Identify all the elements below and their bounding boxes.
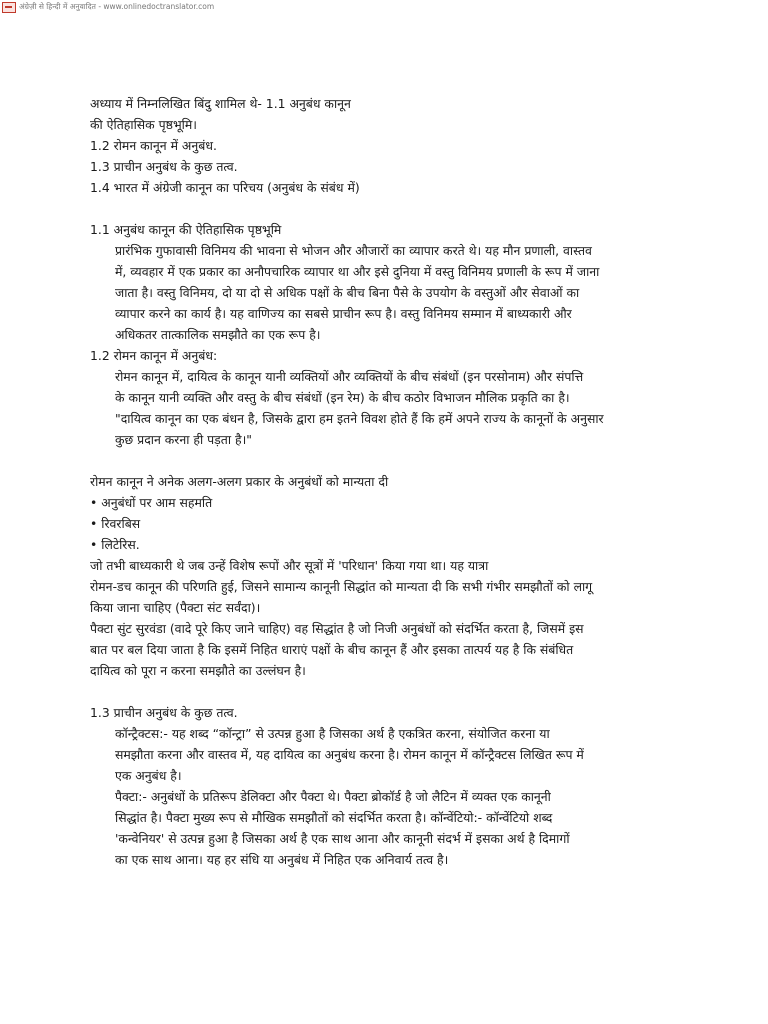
translator-logo-icon [2,2,16,13]
paragraph-line: "दायित्व कानून का एक बंधन है, जिसके द्वारा हम इतने विवश होते हैं कि हमें अपने राज्य के कानूनों के अनुसार [115,411,604,426]
paragraph-line: जाता है। वस्तु विनिमय, दो या दो से अधिक पक्षों के बीच बिना पैसे के उपयोग के वस्तुओं और सेवाओं का [115,285,580,300]
section-1-2-body [90,366,690,450]
section-1-3-body [90,723,690,870]
document-body [90,93,690,870]
intro-block [90,93,690,198]
paragraph-line: का एक साथ आना। यह हर संधि या अनुबंध में निहित एक अनिवार्य तत्व है। [115,852,449,867]
paragraph-line: रोमन कानून ने अनेक अलग-अलग प्रकार के अनुबंधों को मान्यता दी [90,474,389,489]
paragraph-line: बात पर बल दिया जाता है कि इसमें निहित धाराएं पक्षों के बीच कानून हैं और इसका तात्पर्य यह है कि संबंधित [90,642,574,657]
paragraph-line: दायित्व को पूरा न करना समझौते का उल्लंघन है। [90,663,306,678]
spacer [90,198,690,219]
bullet-item: • लिटेरिस. [90,537,140,552]
roman-contract-types [90,471,690,681]
bullet-item: • रिवरबिस [90,516,141,531]
watermark-text: अंग्रेज़ी से हिन्दी में अनुवादित - www.onlinedoctranslator.com [19,2,215,11]
paragraph-line: व्यापार करने का कार्य है। यह वाणिज्य का सबसे प्राचीन रूप है। वस्तु विनिमय सम्मान में बाध्यकारी और [115,306,572,321]
paragraph-line: समझौता करना और वास्तव में, यह दायित्व का अनुबंध करना है। रोमन कानून में कॉन्ट्रैक्टस लिखित रूप में [115,747,584,762]
paragraph-line: पैक्टा:- अनुबंधों के प्रतिरूप डेलिक्टा और पैक्टा थे। पैक्टा ब्रोकॉर्ड है जो लैटिन में व्यक्त एक कानूनी [115,789,551,804]
paragraph-line: किया जाना चाहिए (पैक्टा संट सर्वंदा)। [90,600,261,615]
spacer [90,681,690,702]
paragraph-line: अधिकतर तात्कालिक समझौते का एक रूप है। [115,327,321,342]
paragraph-line: कॉन्ट्रैक्टस:- यह शब्द “कॉन्ट्रा” से उत्पन्न हुआ है जिसका अर्थ है एकत्रित करना, संयोजित करना या [115,726,550,741]
spacer [90,450,690,471]
intro-line: 1.2 रोमन कानून में अनुबंध. [90,138,217,153]
paragraph-line: रोमन-डच कानून की परिणति हुई, जिसने सामान्य कानूनी सिद्धांत को मान्यता दी कि सभी गंभीर समझौतों को लागू [90,579,593,594]
paragraph-line: प्रारंभिक गुफावासी विनिमय की भावना से भोजन और औजारों का व्यापार करते थे। यह मौन प्रणाली, वास्तव [115,243,592,258]
paragraph-line: 'कन्वेनियर' से उत्पन्न हुआ है जिसका अर्थ है एक साथ आना और कानूनी संदर्भ में इसका अर्थ है दिमागों [115,831,570,846]
section-1-1-body [90,240,690,345]
paragraph-line: सिद्धांत है। पैक्टा मुख्य रूप से मौखिक समझौतों को संदर्भित करता है। कॉन्वेंटियो:- कॉन्वेंटियो शब्द [115,810,553,825]
section-1-1-heading: 1.1 अनुबंध कानून की ऐतिहासिक पृष्ठभूमि [90,222,282,237]
intro-line: अध्याय में निम्नलिखित बिंदु शामिल थे- 1.1 अनुबंध कानून [90,96,351,111]
bullet-item: • अनुबंधों पर आम सहमति [90,495,213,510]
section-1-2-heading: 1.2 रोमन कानून में अनुबंध: [90,348,218,363]
intro-line: की ऐतिहासिक पृष्ठभूमि। [90,117,197,132]
intro-line: 1.3 प्राचीन अनुबंध के कुछ तत्व. [90,159,238,174]
paragraph-line: जो तभी बाध्यकारी थे जब उन्हें विशेष रूपों और सूत्रों में 'परिधान' किया गया था। यह यात्रा [90,558,489,573]
paragraph-line: एक अनुबंध है। [115,768,182,783]
translator-watermark[interactable] [2,0,214,14]
paragraph-line: रोमन कानून में, दायित्व के कानून यानी व्यक्तियों और व्यक्तियों के बीच संबंधों (इन परसोनाम) और संपत्ति [115,369,584,384]
paragraph-line: पैक्टा सुंट सुरवंडा (वादे पूरे किए जाने चाहिए) वह सिद्धांत है जो निजी अनुबंधों को संदर्भित करता है, जिसमें इस [90,621,584,636]
paragraph-line: कुछ प्रदान करना ही पड़ता है।" [115,432,252,447]
paragraph-line: के कानून यानी व्यक्ति और वस्तु के बीच संबंधों (इन रेम) के बीच कठोर विभाजन मौलिक प्रकृति का है। [115,390,570,405]
section-1-3-heading: 1.3 प्राचीन अनुबंध के कुछ तत्व. [90,705,238,720]
intro-line: 1.4 भारत में अंग्रेजी कानून का परिचय (अनुबंध के संबंध में) [90,180,360,195]
paragraph-line: में, व्यवहार में एक प्रकार का अनौपचारिक व्यापार था और इसे दुनिया में वस्तु विनिमय प्रणाली के रूप में जाना [115,264,600,279]
